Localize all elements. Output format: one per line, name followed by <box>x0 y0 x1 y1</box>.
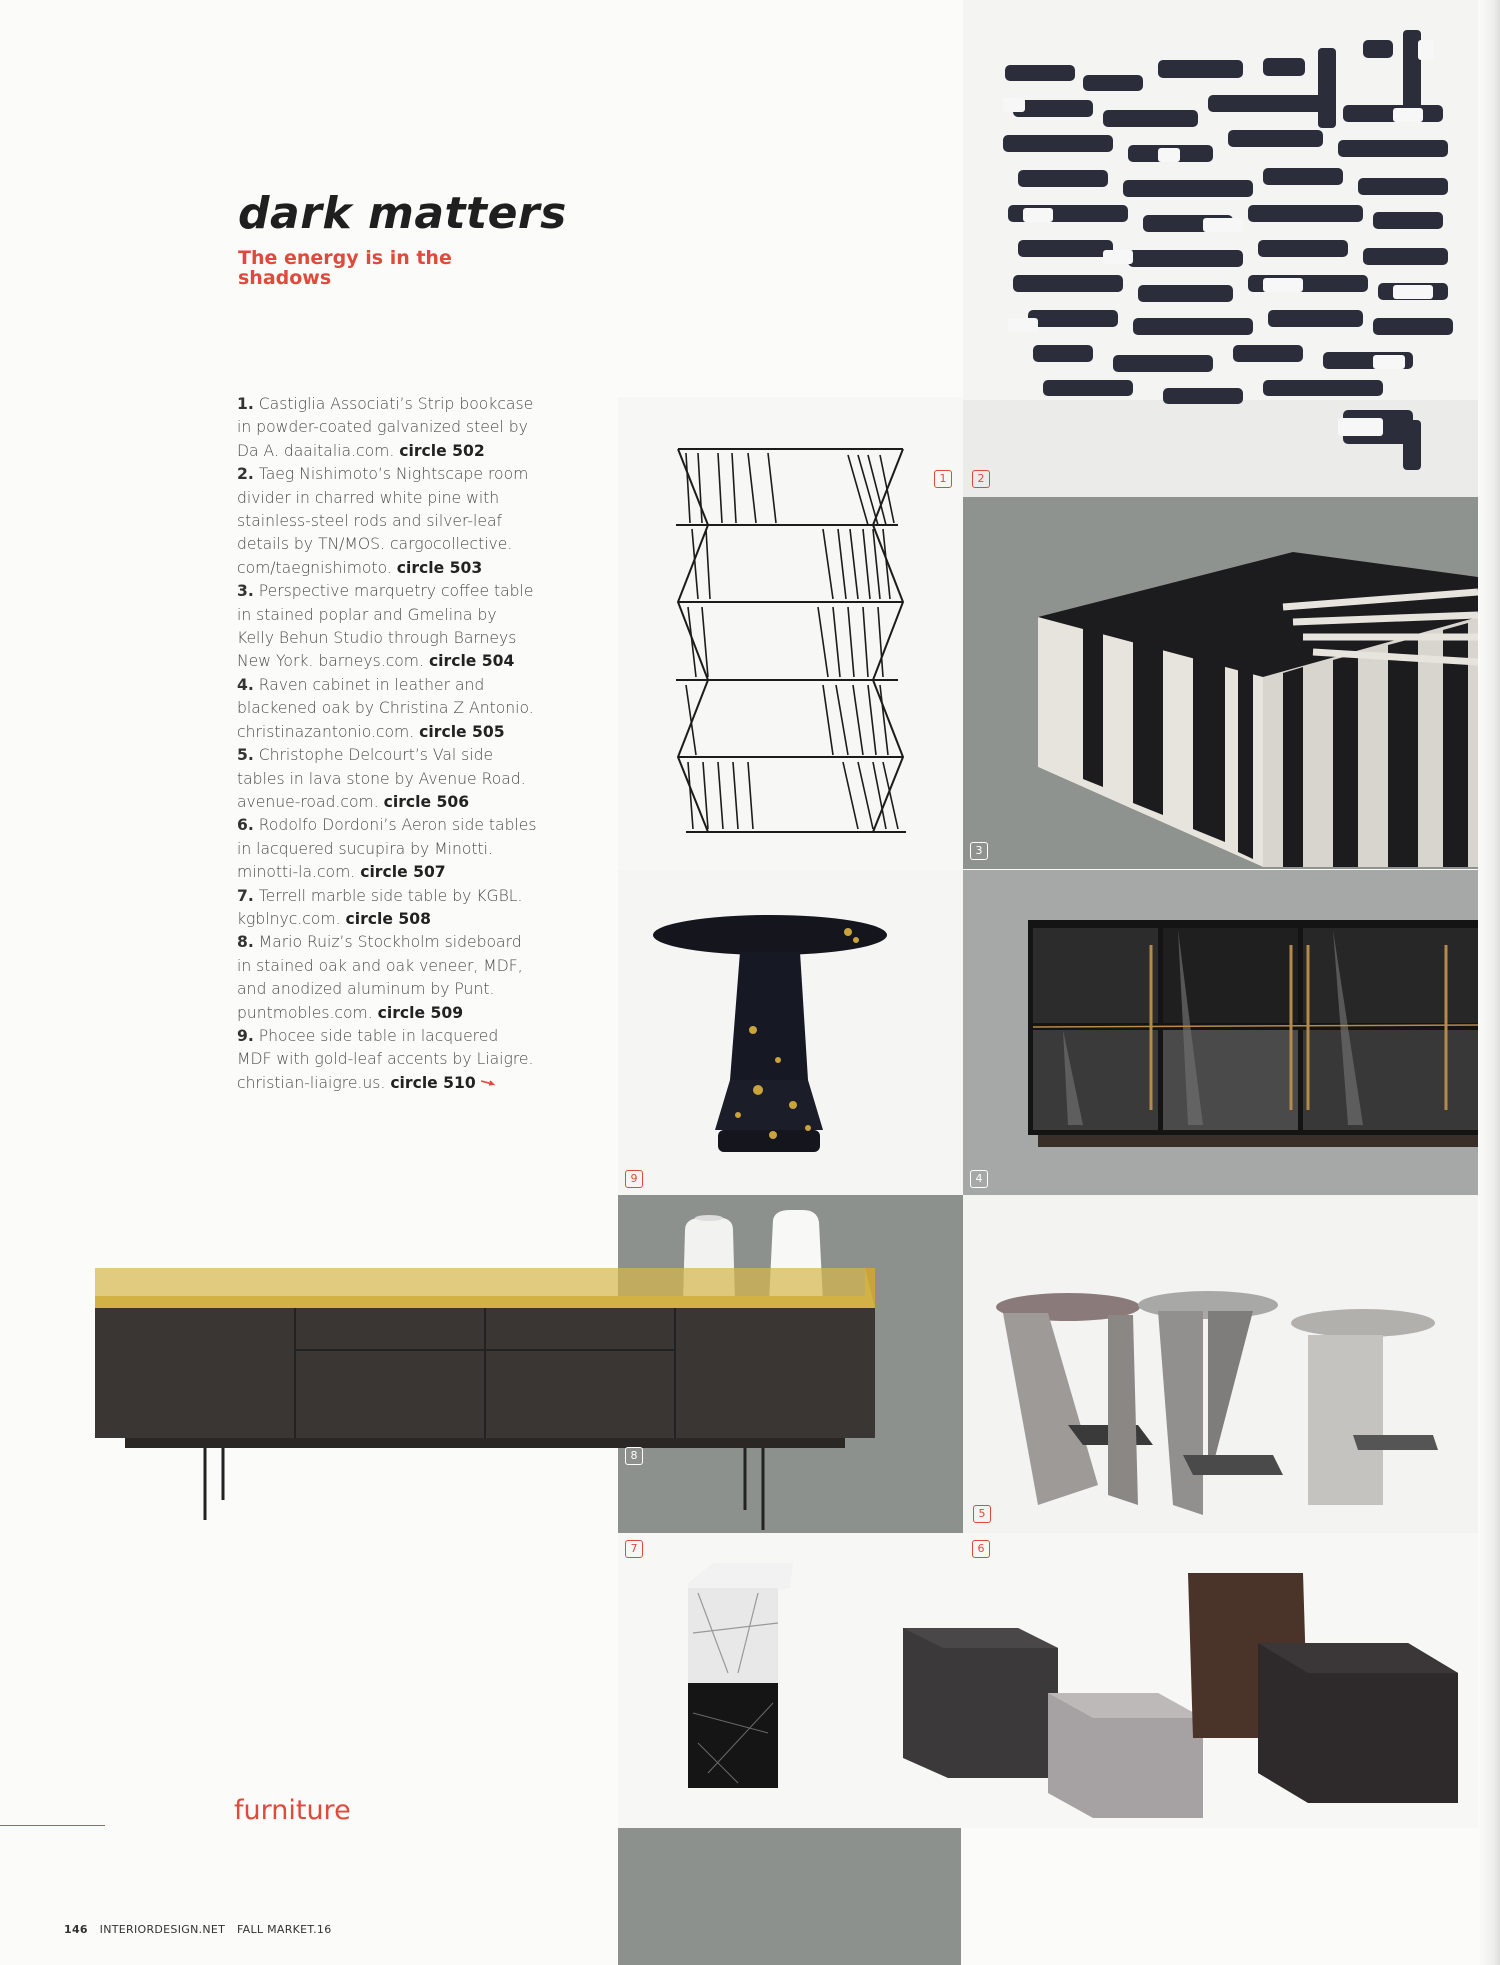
caption-number: 9. <box>237 1026 254 1045</box>
section-rule <box>0 1825 105 1826</box>
photo-coffee-table <box>963 497 1478 869</box>
caption-number: 3. <box>237 582 254 601</box>
photo-number-badge: 2 <box>972 470 990 488</box>
caption-item <box>237 814 537 884</box>
caption-text: Mario Ruiz’s Stockholm sideboard in stained oak and oak veneer, MDF, and anodized aluminum by Punt. puntmobles.com. <box>237 933 523 1022</box>
caption-text: Rodolfo Dordoni’s Aeron side tables in lacquered sucupira by Minotti. minotti-la.com. <box>237 816 537 882</box>
page-title: dark matters <box>238 188 567 239</box>
caption-text: Castiglia Associati’s Strip bookcase in powder-coated galvanized steel by Da A. daaitalia.com. <box>237 395 534 460</box>
caption-item <box>237 580 537 674</box>
caption-item <box>237 931 537 1025</box>
caption-item <box>237 1025 537 1095</box>
caption-circle: circle 505 <box>419 722 505 741</box>
photo-bottom-gray-block <box>618 1828 961 1965</box>
caption-number: 5. <box>237 746 254 765</box>
caption-item <box>237 744 537 814</box>
caption-text: Raven cabinet in leather and blackened oak by Christina Z Antonio. christinazantonio.com. <box>237 675 534 741</box>
stockholm-sideboard-illustration <box>85 1210 965 1550</box>
footer-site: INTERIORDESIGN.NET <box>99 1923 226 1936</box>
caption-number: 4. <box>237 675 254 694</box>
caption-number: 2. <box>237 465 254 484</box>
footer-issue: FALL MARKET.16 <box>237 1923 332 1936</box>
room-divider-illustration <box>963 0 1478 497</box>
photo-number-badge: 7 <box>625 1540 643 1558</box>
caption-circle: circle 509 <box>377 1003 464 1022</box>
caption-number: 6. <box>237 816 254 835</box>
caption-circle: circle 507 <box>360 863 446 882</box>
caption-circle: circle 506 <box>383 792 470 811</box>
photo-val-tables <box>963 1195 1478 1533</box>
photo-number-badge: 9 <box>625 1170 643 1188</box>
photo-number-badge: 6 <box>972 1540 990 1558</box>
photo-strip-bookcase <box>618 397 963 870</box>
caption-text: Perspective marquetry coffee table in stained poplar and Gmelina by Kelly Behun Studio through Barneys New York. barneys.com. <box>237 582 534 671</box>
page-footer <box>64 1923 332 1936</box>
section-label: furniture <box>234 1795 351 1826</box>
caption-circle: circle 508 <box>345 909 431 928</box>
photo-raven-cabinet <box>963 870 1478 1195</box>
caption-circle: circle 502 <box>399 441 485 460</box>
caption-item <box>237 463 537 580</box>
end-arrow-icon <box>481 1080 495 1086</box>
caption-number: 7. <box>237 886 254 905</box>
caption-circle: circle 504 <box>428 652 515 671</box>
photo-number-badge: 5 <box>973 1505 991 1523</box>
caption-item <box>237 885 537 932</box>
page-binding-shadow <box>1478 0 1500 1965</box>
phocee-table-illustration <box>618 870 963 1195</box>
caption-text: Christophe Delcourt’s Val side tables in lava stone by Avenue Road. avenue-road.com. <box>237 746 526 811</box>
photo-phocee-table <box>618 870 963 1195</box>
val-tables-illustration <box>963 1195 1478 1533</box>
caption-item <box>237 393 537 463</box>
photo-number-badge: 3 <box>970 842 988 860</box>
photo-terrell-aeron-tables <box>618 1533 1478 1828</box>
page-subtitle: The energy is in the shadows <box>238 247 452 289</box>
caption-number: 1. <box>237 395 254 413</box>
caption-list <box>237 393 537 1095</box>
coffee-table-illustration <box>963 497 1478 869</box>
caption-circle: circle 503 <box>396 558 483 577</box>
raven-cabinet-illustration <box>963 870 1478 1195</box>
marble-and-aeron-illustration <box>618 1533 1478 1828</box>
photo-number-badge: 1 <box>934 470 952 488</box>
caption-text: Terrell marble side table by KGBL. kgblnyc.com. <box>237 886 523 928</box>
photo-number-badge: 4 <box>970 1170 988 1188</box>
photo-room-divider <box>963 0 1478 497</box>
caption-item <box>237 674 537 744</box>
caption-number: 8. <box>237 933 254 952</box>
photo-number-badge: 8 <box>625 1447 643 1465</box>
bookcase-illustration <box>618 397 963 870</box>
caption-text: Taeg Nishimoto’s Nightscape room divider in charred white pine with stainless-steel rods and silver-leaf details by TN/MOS. cargocollective. com/taegnishimoto. <box>237 465 529 577</box>
page-number: 146 <box>64 1923 88 1936</box>
caption-circle: circle 510 <box>390 1073 476 1092</box>
caption-text: Phocee side table in lacquered MDF with gold-leaf accents by Liaigre. christian-liaigre.us. <box>237 1026 534 1092</box>
